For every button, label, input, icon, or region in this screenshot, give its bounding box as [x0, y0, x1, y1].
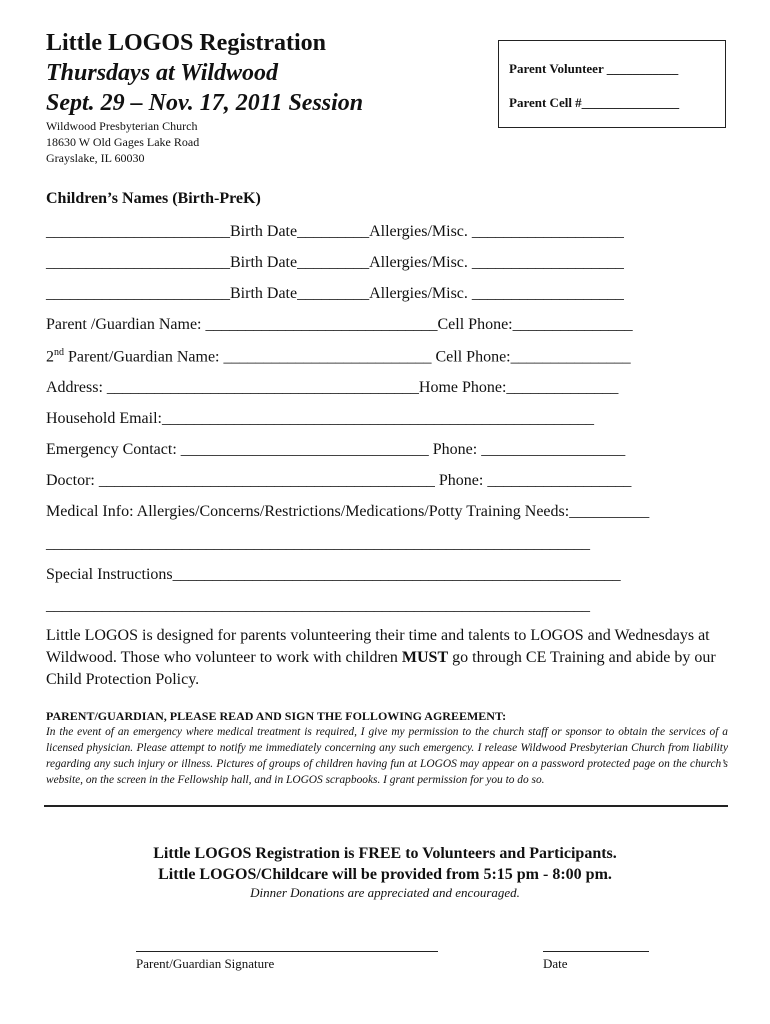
agreement-text: In the event of an emergency where medical treatment is required, I give my permission to the church staff or sponsor to obtain the services of a licensed physician. Please attempt to notify me immediately concerning any such emergency. I release Wildwood Presbyterian Church from liability regarding any such injury or illness. Pictures of groups of children having fun at LOGOS may appear on a password protected page on the church’s website, on the screen in the Fellowship hall, and in LOGOS scrapbooks. I grant permission for you to do so.	[46, 726, 728, 786]
agreement-heading: PARENT/GUARDIAN, PLEASE READ AND SIGN THE FOLLOWING AGREEMENT:	[46, 709, 507, 723]
medical-info-blank-line[interactable]: ____________________________________________________________________	[46, 535, 590, 552]
dinner-note: Dinner Donations are appreciated and encouraged.	[250, 885, 520, 900]
doctor-field[interactable]: Doctor: __________________________________________ Phone: __________________	[46, 472, 632, 489]
session-day: Thursdays at Wildwood	[46, 60, 279, 86]
second-parent-sup: nd	[54, 347, 64, 358]
second-parent-rest: Parent/Guardian Name: __________________________ Cell Phone:_______________	[64, 348, 631, 366]
parent-cell-field[interactable]: Parent Cell #_______________	[509, 95, 680, 110]
child-row-3[interactable]: _______________________Birth Date_________Allergies/Misc. ___________________	[46, 285, 624, 302]
second-parent-name-field[interactable]	[46, 347, 631, 366]
church-name: Wildwood Presbyterian Church	[46, 119, 198, 133]
date-line[interactable]	[543, 951, 649, 952]
special-instructions-blank-line[interactable]: ____________________________________________________________________	[46, 597, 590, 614]
date-label: Date	[543, 956, 568, 971]
second-parent-num: 2	[46, 348, 54, 366]
signature-line[interactable]	[136, 951, 438, 952]
childcare-times: Little LOGOS/Childcare will be provided from 5:15 pm - 8:00 pm.	[158, 866, 612, 883]
medical-info-field[interactable]: Medical Info: Allergies/Concerns/Restrictions/Medications/Potty Training Needs:__________	[46, 503, 650, 520]
household-email-field[interactable]: Household Email:______________________________________________________	[46, 410, 594, 427]
session-dates: Sept. 29 – Nov. 17, 2011 Session	[46, 90, 364, 116]
signature-label: Parent/Guardian Signature	[136, 956, 275, 971]
paragraph-after: go through CE Training and abide by our Child Protection Policy.	[46, 649, 716, 688]
paragraph-must: MUST	[401, 649, 449, 666]
child-row-1[interactable]: _______________________Birth Date_________Allergies/Misc. ___________________	[46, 223, 624, 240]
emergency-contact-field[interactable]: Emergency Contact: _______________________________ Phone: __________________	[46, 441, 626, 458]
form-title: Little LOGOS Registration	[46, 30, 326, 56]
agreement-divider	[44, 805, 728, 807]
parent-guardian-name-field[interactable]: Parent /Guardian Name: _____________________________Cell Phone:_______________	[46, 316, 633, 333]
volunteer-box	[498, 40, 726, 128]
church-city: Grayslake, IL 60030	[46, 151, 145, 165]
children-heading: Children’s Names (Birth-PreK)	[46, 190, 261, 207]
volunteer-paragraph	[46, 625, 736, 691]
child-row-2[interactable]: _______________________Birth Date_________Allergies/Misc. ___________________	[46, 254, 624, 271]
paragraph-before: Little LOGOS is designed for parents volunteering their time and talents to LOGOS and Wednesdays at Wildwood. Those who volunteer to work with children	[46, 627, 710, 666]
church-street: 18630 W Old Gages Lake Road	[46, 135, 200, 149]
free-notice: Little LOGOS Registration is FREE to Volunteers and Participants.	[153, 845, 617, 862]
parent-volunteer-field[interactable]: Parent Volunteer ___________	[509, 61, 679, 76]
address-field[interactable]: Address: _______________________________________Home Phone:______________	[46, 379, 619, 396]
special-instructions-field[interactable]: Special Instructions________________________________________________________	[46, 566, 621, 583]
